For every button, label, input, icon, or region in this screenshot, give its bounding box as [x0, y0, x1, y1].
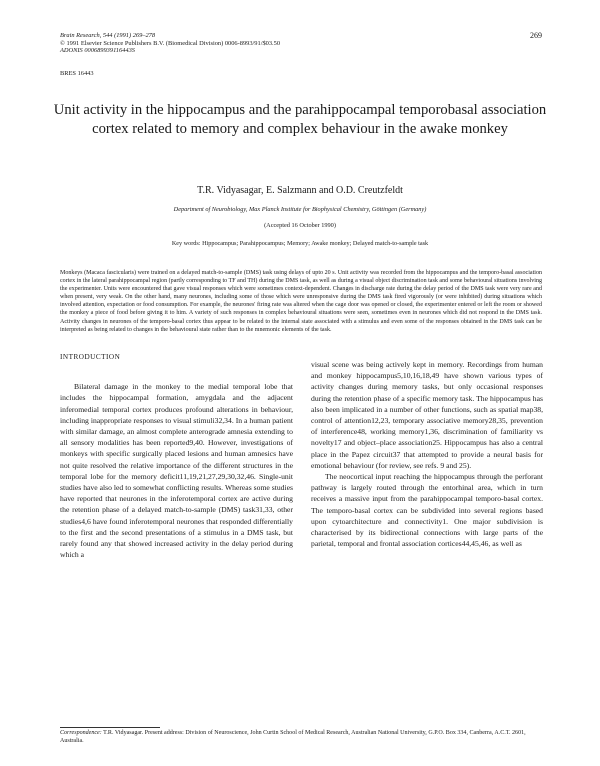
section-heading: INTRODUCTION [60, 353, 121, 361]
affiliation: Department of Neurobiology, Max Planck Institute for Biophysical Chemistry, Göttingen (Germany) [173, 206, 427, 213]
intro-paragraph-2: visual scene was being actively kept in memory. Recordings from human and monkey hippocampus5,10,16,18,49 have shown various types of activity changes during memory tasks, but only occasional responses during the retention phase of a specific memory task. The hippocampus has also been implicated in a number of other functions, such as spatial map38, control of attention12,23, temporary associative memory28,35, prevention of interference48, working memory1,36, discrimination of familiarity vs novelty17 and object–place association25. Hippocampus has also a central place in the Papez circuit37 that attempted to provide a neural basis for emotional behaviour (for review, see refs. 9 and 25). [311, 360, 543, 470]
paper-title: Unit activity in the hippocampus and the parahippocampal temporobasal association cortex related to memory and complex behaviour in the awake monkey [53, 102, 547, 137]
authors: T.R. Vidyasagar, E. Salzmann and O.D. Creutzfeldt [197, 185, 403, 196]
footnote [60, 730, 542, 746]
right-column [311, 0, 543, 549]
page-number: 269 [530, 31, 542, 40]
copyright-line: © 1991 Elsevier Science Publishers B.V. (Biomedical Division) 0006-8993/91/$03.50 [60, 39, 281, 47]
journal-citation: Brain Research, 544 (1991) 269–278 [60, 32, 156, 39]
article-id: BRES 16443 [60, 70, 94, 77]
keywords: Key words: Hippocampus; Parahippocampus; Memory; Awake monkey; Delayed match-to-sample task [171, 240, 429, 247]
abstract: Monkeys (Macaca fascicularis) were trained on a delayed match-to-sample (DMS) task using delays of upto 20 s. Unit activity was recorded from the hippocampus and the temporo-basal association cortex in the lateral parahippocampal region (partly corresponding to TF and TH) during the DMS task, as well as during a visual object discrimination task and some behavioural situations involving the experimenter. Units were encountered that gave visual responses which were sometimes context-dependent. Changes in discharge rate during the delay period of the DMS task were very rare and when present, very weak. On the other hand, many neurones, including some of those which were unresponsive during the DMS task fired vigorously (or were inhibited) during situations which involved attention, expectation or food consumption. For example, the neurones' firing rate was altered when the cage door was opened or closed, the experimenter entered or left the room or showed the monkey a piece of food before giving it to him. A variety of such responses in complex behavioural situations were seen, sometimes even in neurones which did not respond in the DMS task. Activity changes in neurones of the temporo-basal cortex thus appear to be related to the internal state associated with a stimulus and even some of the responses obtained in the DMS task can be interpreted as being related to changes in the behavioural state rather than to the mnemonic elements of the task. [60, 270, 542, 333]
footnote-text: T.R. Vidyasagar. Present address: Division of Neuroscience, John Curtin School of Medical Research, Australian National University, G.P.O. Box 334, Canberra, A.C.T. 2601, Australia. [60, 730, 526, 744]
footnote-divider [60, 727, 160, 728]
left-column [60, 0, 293, 560]
intro-paragraph-3: The neocortical input reaching the hippocampus through the perforant pathway is largely routed through the entorhinal area, which in turn receives a massive input from the parahippocampal temporo-basal cortex. The temporo-basal cortex can be subdivided into several regions based upon cytoarchitecture and connectivity1. One major subdivision is characterised by its bidirectional connections with large parts of the parietal, temporal and frontal association cortices44,45,46, as well as [311, 472, 543, 549]
footnote-label: Correspondence: [60, 730, 102, 736]
intro-paragraph-1: Bilateral damage in the monkey to the medial temporal lobe that includes the hippocampal formation, amygdala and the adjacent inferomedial temporal cortex produces profound alterations in behaviour, including inappropriate responses to visual stimuli32,34. In a human patient with similar damage, an almost complete anterograde amnesia extending to all sensory modalities has been reported9,40. However, investigations of monkeys with specific surgically placed lesions and human amnesics have not quite resolved the relative importance of the different structures in the temporal lobe for the memory deficit11,19,21,27,29,30,32,46. Single-unit studies have also led to somewhat conflicting results. Whereas some studies have reported that neurones in the inferotemporal cortex are active during the retention phase of a delayed match-to-sample (DMS) task31,33, other studies4,6 have found inferotemporal neurones that responded differentially to the first and the second presentations of a stimulus in a DMS task, but rarely found any that showed increased activity in the delay period during which a [60, 382, 293, 560]
accepted-date: (Accepted 16 October 1990) [264, 222, 336, 229]
adonis-id: ADONIS 000689939116443S [60, 47, 135, 55]
